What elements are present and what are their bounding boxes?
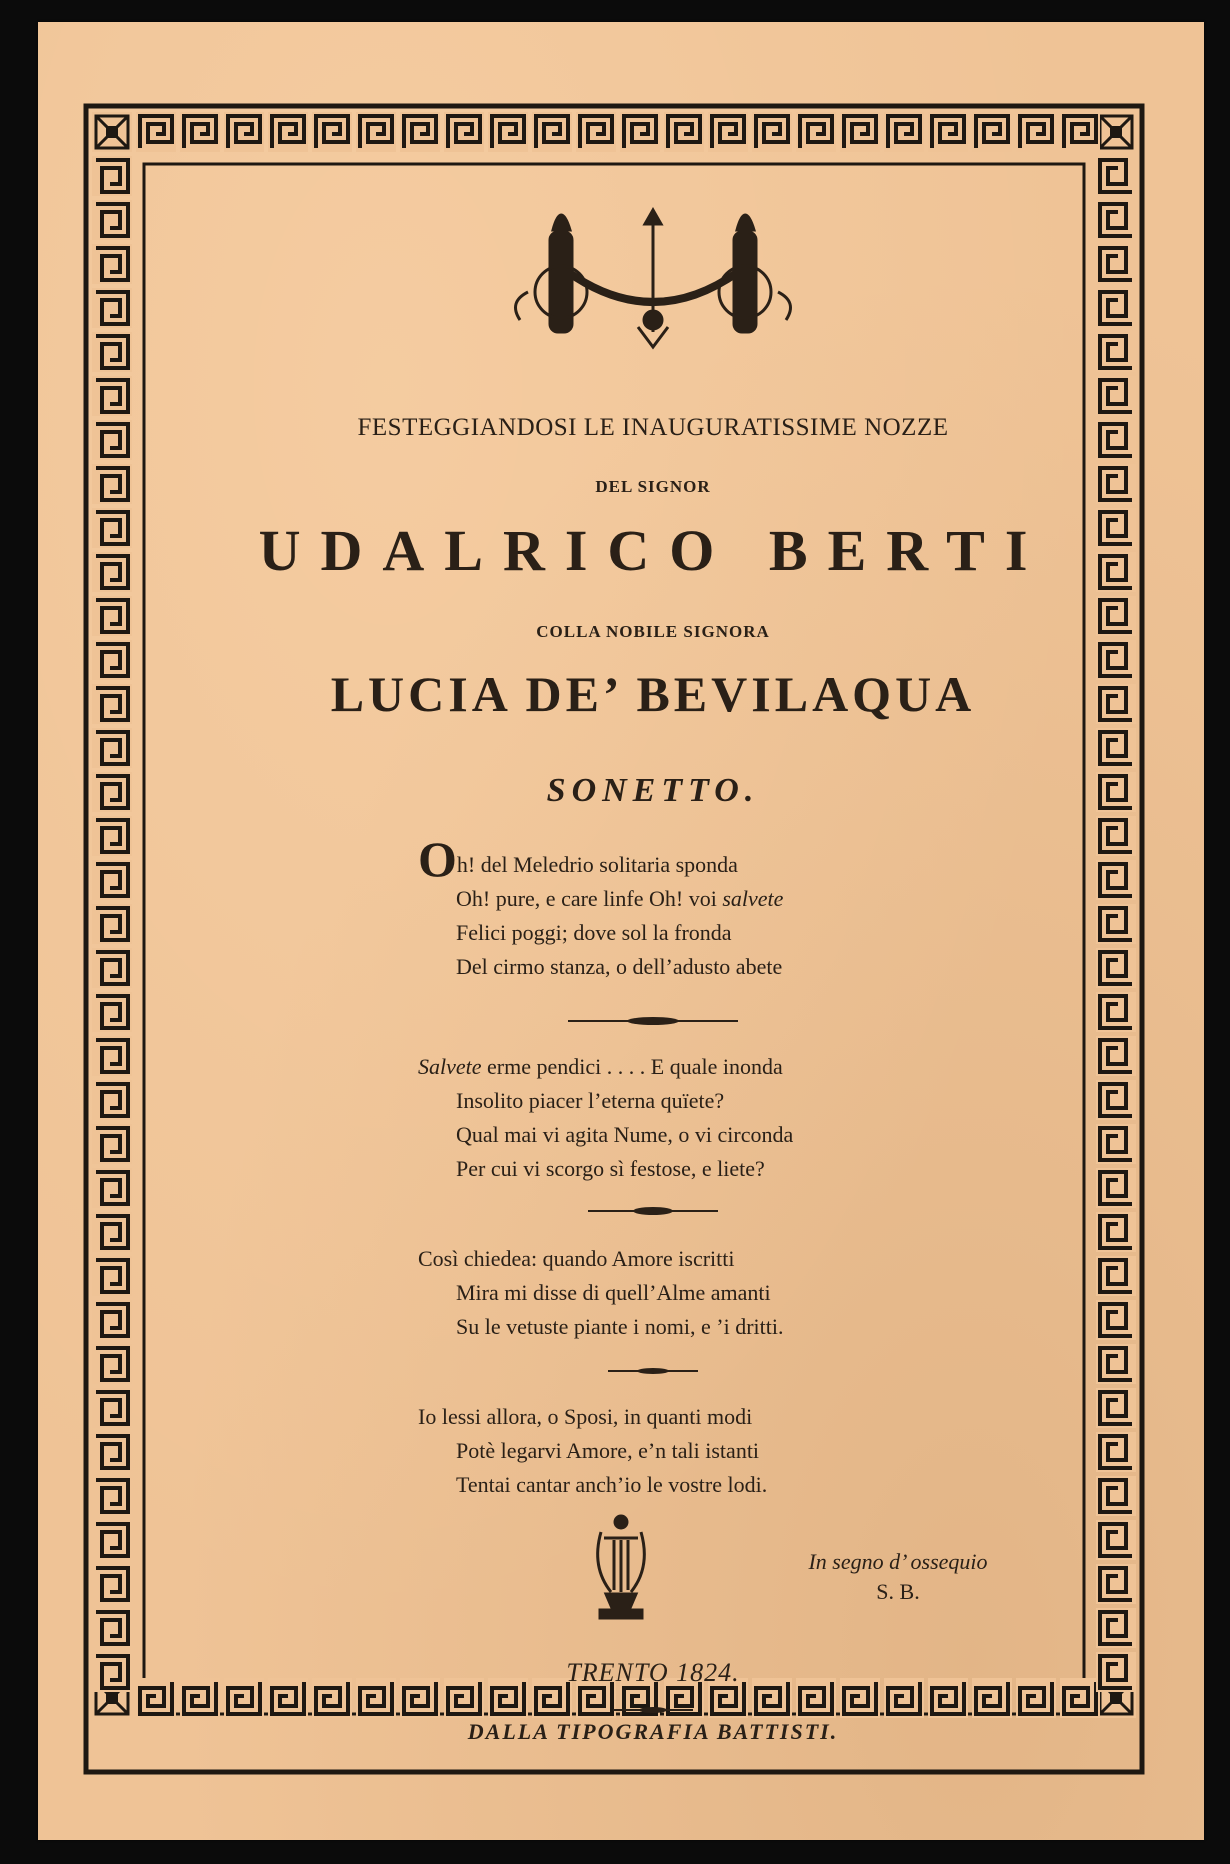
torch-garland-ornament (198, 202, 1108, 362)
stanza-line: Potè legarvi Amore, e’n tali istanti (456, 1438, 760, 1463)
stanza-line: Oh! del Meledrio solitaria sponda (418, 831, 738, 887)
dedication-initials: S. B. (876, 1579, 920, 1604)
stanza-line: Tentai cantar anch’io le vostre lodi. (456, 1472, 768, 1497)
italic-word: salvete (722, 886, 784, 911)
stanza-line: Salvete erme pendici . . . . E quale inonda (418, 1054, 783, 1079)
printer-imprint: DALLA TIPOGRAFIA BATTISTI. (467, 1719, 839, 1744)
stanza-2 (418, 1050, 793, 1186)
dedication (788, 1547, 1008, 1607)
stanza-1 (418, 831, 784, 984)
heading-line-2: DEL SIGNOR (595, 477, 711, 496)
groom-name: UDALRICO BERTI (258, 518, 1048, 583)
ornamental-rule (198, 1365, 1108, 1377)
bride-name: LUCIA DE’ BEVILAQUA (330, 666, 976, 722)
stanza-line: Mira mi disse di quell’Alme amanti (456, 1280, 771, 1305)
ornamental-rule (198, 1015, 1108, 1027)
drop-cap: O (418, 831, 457, 887)
broadside-content (198, 202, 1108, 1744)
stanza-line: Qual mai vi agita Nume, o vi circonda (456, 1122, 794, 1147)
stanza-3 (418, 1242, 784, 1344)
dedication-line-1: In segno d’ ossequio (808, 1549, 988, 1574)
ornamental-rule (198, 1205, 1108, 1217)
stanza-4 (418, 1400, 767, 1502)
heading-line-1: FESTEGGIANDOSI LE INAUGURATISSIME NOZZE (357, 414, 949, 441)
broadside-sheet (38, 22, 1204, 1840)
stanza-line: Felici poggi; dove sol la fronda (456, 920, 732, 945)
stanza-line: Oh! pure, e care linfe Oh! voi salvete (456, 886, 784, 911)
stanza-line: Io lessi allora, o Sposi, in quanti modi (418, 1404, 753, 1429)
poem-title: SONETTO. (546, 772, 760, 809)
stanza-line: Su le vetuste piante i nomi, e ’i dritti. (456, 1314, 784, 1339)
heading-line-3: COLLA NOBILE SIGNORA (536, 622, 770, 641)
ornamental-rule (198, 1704, 1108, 1716)
lyre-icon (586, 1512, 656, 1622)
stanza-line: Per cui vi scorgo sì festose, e liete? (456, 1156, 765, 1181)
italic-word: Salvete (418, 1054, 482, 1079)
stanza-line: Così chiedea: quando Amore iscritti (418, 1246, 735, 1271)
place-date: TRENTO 1824. (566, 1658, 740, 1687)
stanza-line: Del cirmo stanza, o dell’adusto abete (456, 954, 783, 979)
stanza-line: Insolito piacer l’eterna quïete? (456, 1088, 725, 1113)
